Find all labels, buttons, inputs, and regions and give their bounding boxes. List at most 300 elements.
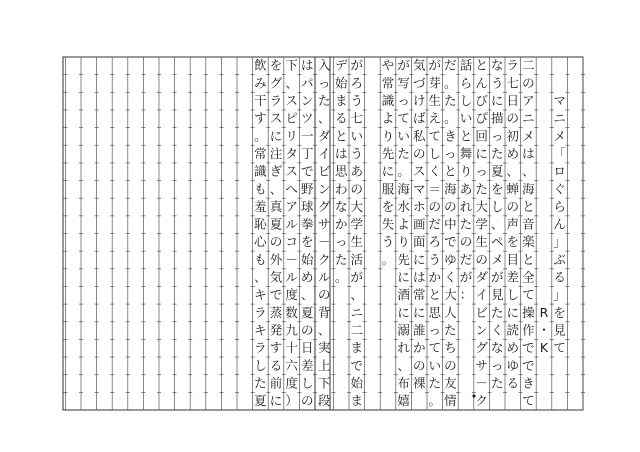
- manuscript-char: が: [350, 269, 364, 285]
- manuscript-char: っ: [490, 357, 504, 373]
- manuscript-char: ゆ: [444, 251, 457, 267]
- manuscript-char: な: [334, 198, 348, 214]
- manuscript-char: 思: [428, 304, 442, 320]
- manuscript-char: た: [459, 216, 473, 232]
- manuscript-char: っ: [334, 234, 348, 250]
- manuscript-char: 恥: [254, 216, 267, 232]
- manuscript-char: で: [444, 234, 457, 250]
- manuscript-char: だ: [428, 216, 442, 232]
- manuscript-char: 操: [522, 304, 535, 320]
- manuscript-char: ラ: [269, 93, 283, 109]
- manuscript-char: 先: [397, 251, 410, 267]
- manuscript-char: 音: [522, 216, 535, 232]
- manuscript-char: の: [506, 110, 520, 126]
- manuscript-char: び: [475, 93, 488, 109]
- body-column: [335, 58, 348, 285]
- manuscript-char: た: [317, 93, 331, 109]
- manuscript-char: 干: [254, 93, 267, 109]
- manuscript-char: 回: [475, 128, 488, 144]
- manuscript-char: ス: [412, 163, 426, 179]
- manuscript-char: の: [444, 357, 457, 373]
- manuscript-char: 楽: [522, 234, 535, 250]
- manuscript-char: 生: [350, 234, 364, 250]
- manuscript-char: ゆ: [506, 357, 520, 373]
- manuscript-char: き: [522, 375, 535, 391]
- manuscript-char: 人: [444, 304, 457, 320]
- manuscript-char: ろ: [350, 75, 364, 91]
- manuscript-char: 、: [317, 322, 331, 338]
- manuscript-char: た: [428, 375, 442, 391]
- ink-dot: [472, 394, 475, 397]
- manuscript-char: 」: [553, 287, 566, 303]
- manuscript-char: 水: [397, 198, 410, 214]
- manuscript-char: か: [412, 340, 426, 356]
- manuscript-char: ぐ: [553, 181, 566, 197]
- manuscript-char: 二: [522, 57, 535, 73]
- manuscript-char: た: [334, 251, 348, 267]
- manuscript-char: 日: [506, 93, 520, 109]
- manuscript-char: 溺: [397, 322, 410, 338]
- manuscript-char: 、: [254, 269, 267, 285]
- manuscript-char: と: [522, 251, 535, 267]
- manuscript-char: 背: [317, 304, 331, 320]
- manuscript-char: し: [300, 375, 314, 391]
- manuscript-char: 舞: [459, 145, 473, 161]
- manuscript-char: 、: [317, 110, 331, 126]
- manuscript-char: し: [428, 145, 442, 161]
- manuscript-char: え: [428, 110, 442, 126]
- manuscript-char: 全: [522, 269, 535, 285]
- manuscript-char: 下: [285, 57, 298, 73]
- manuscript-char: 。: [381, 251, 395, 267]
- manuscript-char: を: [300, 234, 314, 250]
- manuscript-char: 目: [506, 251, 520, 267]
- manuscript-char: ら: [553, 198, 566, 214]
- manuscript-char: た: [397, 145, 410, 161]
- manuscript-char: ラ: [254, 304, 267, 320]
- manuscript-char: 酒: [397, 287, 410, 303]
- manuscript-char: 。: [444, 110, 457, 126]
- manuscript-char: 私: [412, 128, 426, 144]
- manuscript-char: メ: [490, 251, 504, 267]
- manuscript-char: グ: [475, 340, 488, 356]
- manuscript-char: 常: [381, 75, 395, 91]
- manuscript-char: ス: [285, 163, 298, 179]
- manuscript-char: 夏: [300, 304, 314, 320]
- manuscript-char: 識: [381, 93, 395, 109]
- manuscript-char: ラ: [254, 340, 267, 356]
- manuscript-char: て: [428, 128, 442, 144]
- manuscript-char: の: [459, 234, 473, 250]
- manuscript-char: ン: [317, 181, 331, 197]
- manuscript-char: に: [412, 251, 426, 267]
- manuscript-char: で: [522, 357, 535, 373]
- manuscript-char: ・: [537, 322, 551, 338]
- manuscript-char: よ: [381, 110, 395, 126]
- manuscript-char: を: [381, 198, 395, 214]
- manuscript-char: ア: [285, 198, 298, 214]
- manuscript-char: の: [428, 198, 442, 214]
- manuscript-char: 海: [522, 181, 535, 197]
- manuscript-char: 夏: [490, 163, 504, 179]
- manuscript-char: ス: [269, 110, 283, 126]
- manuscript-char: 始: [300, 251, 314, 267]
- manuscript-char: の: [522, 75, 535, 91]
- manuscript-char: 写: [397, 75, 410, 91]
- manuscript-char: 学: [475, 216, 488, 232]
- manuscript-char: か: [334, 216, 348, 232]
- manuscript-char: る: [553, 269, 566, 285]
- manuscript-char: が: [428, 57, 442, 73]
- body-column: [382, 58, 395, 267]
- manuscript-char: い: [428, 357, 442, 373]
- manuscript-char: に: [506, 304, 520, 320]
- manuscript-char: キ: [254, 287, 267, 303]
- manuscript-char: の: [300, 322, 314, 338]
- manuscript-char: 裸: [412, 375, 426, 391]
- manuscript-char: サ: [475, 357, 488, 373]
- manuscript-char: 誰: [412, 322, 426, 338]
- manuscript-char: し: [254, 357, 267, 373]
- manuscript-char: 差: [300, 357, 314, 373]
- manuscript-char: 実: [317, 340, 331, 356]
- manuscript-char: し: [459, 93, 473, 109]
- manuscript-char: の: [317, 287, 331, 303]
- manuscript-char: よ: [397, 216, 410, 232]
- manuscript-char: 海: [397, 181, 410, 197]
- manuscript-char: 上: [317, 357, 331, 373]
- manuscript-char: り: [397, 234, 410, 250]
- manuscript-char: 、: [285, 75, 298, 91]
- manuscript-char: っ: [444, 145, 457, 161]
- manuscript-char: に: [269, 128, 283, 144]
- manuscript-char: ペ: [490, 234, 504, 250]
- manuscript-char: だ: [444, 57, 457, 73]
- manuscript-char: 注: [269, 145, 283, 161]
- manuscript-char: と: [428, 287, 442, 303]
- manuscript-char: 真: [269, 198, 283, 214]
- manuscript-char: マ: [412, 181, 426, 197]
- manuscript-char: 面: [412, 234, 426, 250]
- manuscript-char: や: [381, 57, 395, 73]
- manuscript-char: 段: [317, 393, 331, 409]
- manuscript-char: 話: [459, 57, 473, 73]
- manuscript-char: ピ: [285, 110, 298, 126]
- body-column: [460, 58, 473, 302]
- manuscript-char: て: [522, 287, 535, 303]
- manuscript-char: ツ: [300, 110, 314, 126]
- manuscript-char: あ: [459, 181, 473, 197]
- manuscript-char: 芽: [428, 75, 442, 91]
- manuscript-char: あ: [350, 163, 364, 179]
- manuscript-char: 。: [428, 393, 442, 409]
- manuscript-char: の: [475, 251, 488, 267]
- manuscript-char: ら: [459, 75, 473, 91]
- manuscript-char: に: [397, 304, 410, 320]
- manuscript-char: ば: [412, 110, 426, 126]
- manuscript-char: グ: [317, 198, 331, 214]
- manuscript-char: に: [412, 304, 426, 320]
- manuscript-char: が: [350, 57, 364, 73]
- manuscript-char: も: [254, 251, 267, 267]
- manuscript-char: た: [490, 375, 504, 391]
- manuscript-char: 初: [506, 128, 520, 144]
- manuscript-char: 差: [506, 269, 520, 285]
- manuscript-char: い: [350, 128, 364, 144]
- manuscript-char: た: [444, 322, 457, 338]
- manuscript-char: う: [428, 251, 442, 267]
- manuscript-char: 二: [350, 322, 364, 338]
- manuscript-char: ニ: [522, 110, 535, 126]
- manuscript-char: ビ: [475, 304, 488, 320]
- manuscript-char: と: [475, 57, 488, 73]
- manuscript-char: ビ: [317, 163, 331, 179]
- manuscript-char: と: [522, 198, 535, 214]
- manuscript-char: ン: [475, 322, 488, 338]
- manuscript-char: 日: [300, 340, 314, 356]
- manuscript-char: ろ: [428, 234, 442, 250]
- manuscript-char: め: [300, 269, 314, 285]
- manuscript-char: っ: [317, 75, 331, 91]
- manuscript-char: 気: [269, 269, 283, 285]
- manuscript-char: 学: [350, 216, 364, 232]
- manuscript-char: い: [459, 110, 473, 126]
- manuscript-char: き: [444, 128, 457, 144]
- manuscript-char: 布: [397, 375, 410, 391]
- manuscript-char: り: [381, 128, 395, 144]
- manuscript-char: 羞: [254, 198, 267, 214]
- manuscript-char: ）: [285, 393, 298, 409]
- manuscript-char: 失: [381, 216, 395, 232]
- manuscript-char: 常: [254, 145, 267, 161]
- manuscript-char: わ: [334, 181, 348, 197]
- manuscript-char: パ: [300, 75, 314, 91]
- manuscript-char: 中: [444, 216, 457, 232]
- manuscript-char: 声: [506, 216, 520, 232]
- manuscript-char: K: [539, 340, 549, 356]
- manuscript-char: ダ: [475, 269, 488, 285]
- manuscript-char: の: [350, 181, 364, 197]
- manuscript-char: に: [397, 269, 410, 285]
- manuscript-char: R: [539, 304, 549, 320]
- manuscript-char: 度: [285, 375, 298, 391]
- manuscript-char: 野: [300, 181, 314, 197]
- manuscript-char: 情: [444, 393, 457, 409]
- manuscript-char: 拳: [300, 216, 314, 232]
- manuscript-char: ん: [475, 75, 488, 91]
- manuscript-char: に: [490, 93, 504, 109]
- manuscript-char: し: [506, 287, 520, 303]
- manuscript-char: ぴ: [475, 110, 488, 126]
- manuscript-char: グ: [269, 75, 283, 91]
- manuscript-char: 生: [428, 93, 442, 109]
- manuscript-char: 、: [300, 287, 314, 303]
- manuscript-char: に: [381, 163, 395, 179]
- manuscript-char: 識: [254, 163, 267, 179]
- manuscript-char: リ: [285, 128, 298, 144]
- manuscript-char: が: [490, 269, 504, 285]
- manuscript-char: 七: [350, 110, 364, 126]
- manuscript-char: 度: [285, 287, 298, 303]
- manuscript-char: な: [490, 57, 504, 73]
- manuscript-char: 丁: [300, 145, 314, 161]
- manuscript-char: か: [428, 269, 442, 285]
- manuscript-char: で: [300, 163, 314, 179]
- manuscript-char: 外: [269, 251, 283, 267]
- manuscript-char: に: [269, 393, 283, 409]
- manuscript-char: 球: [300, 198, 314, 214]
- manuscript-char: を: [269, 57, 283, 73]
- manuscript-char: っ: [428, 322, 442, 338]
- body-column: [351, 58, 364, 408]
- body-column: [301, 58, 314, 408]
- manuscript-char: タ: [285, 145, 298, 161]
- manuscript-char: 一: [300, 128, 314, 144]
- manuscript-char: す: [269, 340, 283, 356]
- manuscript-char: と: [334, 128, 348, 144]
- manuscript-char: 見: [553, 322, 566, 338]
- manuscript-char: 思: [334, 163, 348, 179]
- manuscript-char: め: [506, 340, 520, 356]
- manuscript-char: る: [334, 110, 348, 126]
- manuscript-char: 、: [397, 357, 410, 373]
- manuscript-char: 気: [412, 57, 426, 73]
- manuscript-char: 入: [317, 57, 331, 73]
- manuscript-char: ア: [522, 93, 535, 109]
- manuscript-char: 夏: [254, 393, 267, 409]
- manuscript-char: 六: [285, 357, 298, 373]
- manuscript-char: の: [412, 145, 426, 161]
- manuscript-char: キ: [254, 322, 267, 338]
- manuscript-char: ま: [350, 393, 364, 409]
- manuscript-char: ぶ: [553, 251, 566, 267]
- manuscript-char: ＝: [428, 181, 442, 197]
- manuscript-char: 十: [285, 340, 298, 356]
- manuscript-char: ン: [300, 93, 314, 109]
- manuscript-char: ロ: [553, 163, 566, 179]
- manuscript-char: 飲: [254, 57, 267, 73]
- manuscript-char: た: [444, 93, 457, 109]
- manuscript-char: 大: [350, 198, 364, 214]
- manuscript-char: 先: [381, 145, 395, 161]
- manuscript-char: 夏: [269, 216, 283, 232]
- manuscript-char: い: [397, 128, 410, 144]
- manuscript-char: ち: [444, 340, 457, 356]
- manuscript-char: 蝉: [506, 181, 520, 197]
- manuscript-char: も: [254, 181, 267, 197]
- manuscript-char: 数: [285, 304, 298, 320]
- body-column: [285, 58, 298, 408]
- manuscript-char: う: [350, 145, 364, 161]
- manuscript-char: サ: [317, 216, 331, 232]
- manuscript-char: 大: [475, 198, 488, 214]
- manuscript-char: れ: [397, 340, 410, 356]
- manuscript-char: 。: [334, 269, 348, 285]
- manuscript-char: く: [428, 163, 442, 179]
- manuscript-char: 友: [444, 375, 457, 391]
- manuscript-char: は: [522, 145, 535, 161]
- manuscript-char: ク: [475, 393, 488, 409]
- manuscript-char: ル: [285, 269, 298, 285]
- manuscript-char: り: [459, 163, 473, 179]
- manuscript-char: 蒸: [269, 304, 283, 320]
- manuscript-char: ル: [285, 216, 298, 232]
- author-column: [538, 305, 551, 355]
- manuscript-char: る: [269, 357, 283, 373]
- manuscript-char: マ: [553, 93, 566, 109]
- manuscript-char: 見: [490, 287, 504, 303]
- manuscript-char: ダ: [317, 128, 331, 144]
- manuscript-char: ニ: [553, 110, 566, 126]
- body-column: [491, 58, 504, 391]
- manuscript-char: う: [350, 93, 364, 109]
- manuscript-char: と: [459, 128, 473, 144]
- manuscript-char: め: [506, 145, 520, 161]
- manuscript-char: 大: [444, 287, 457, 303]
- manuscript-char: く: [490, 322, 504, 338]
- manuscript-char: っ: [397, 93, 410, 109]
- manuscript-char: う: [490, 75, 504, 91]
- manuscript-char: は: [334, 145, 348, 161]
- manuscript-char: 前: [269, 375, 283, 391]
- manuscript-char: た: [490, 145, 504, 161]
- manuscript-char: け: [412, 93, 426, 109]
- manuscript-char: ま: [334, 93, 348, 109]
- manuscript-char: デ: [334, 57, 348, 73]
- body-column: [475, 58, 488, 408]
- manuscript-char: 、: [490, 216, 504, 232]
- manuscript-char: ホ: [412, 198, 426, 214]
- manuscript-char: た: [475, 181, 488, 197]
- manuscript-char: －: [317, 234, 331, 250]
- manuscript-char: へ: [285, 181, 298, 197]
- manuscript-char: れ: [459, 198, 473, 214]
- body-column: [318, 58, 331, 408]
- manuscript-char: 心: [254, 234, 267, 250]
- manuscript-char: メ: [553, 128, 566, 144]
- manuscript-char: な: [490, 340, 504, 356]
- manuscript-char: て: [428, 340, 442, 356]
- manuscript-char: て: [397, 110, 410, 126]
- manuscript-char: 始: [350, 375, 364, 391]
- manuscript-char: を: [490, 181, 504, 197]
- manuscript-char: で: [350, 357, 364, 373]
- manuscript-char: が: [459, 269, 473, 285]
- manuscript-char: 、: [522, 163, 535, 179]
- manuscript-char: ：: [459, 287, 473, 303]
- manuscript-char: ニ: [350, 304, 364, 320]
- manuscript-char: －: [285, 251, 298, 267]
- manuscript-char: 。: [444, 75, 457, 91]
- manuscript-char: 、: [269, 181, 283, 197]
- manuscript-char: は: [300, 57, 314, 73]
- manuscript-char: 生: [475, 234, 488, 250]
- manuscript-char: 海: [444, 181, 457, 197]
- manuscript-char: で: [269, 287, 283, 303]
- manuscript-char: と: [444, 163, 457, 179]
- manuscript-char: 作: [522, 322, 535, 338]
- manuscript-char: 始: [334, 75, 348, 91]
- manuscript-char: の: [506, 198, 520, 214]
- manuscript-char: ま: [350, 340, 364, 356]
- manuscript-char: を: [506, 234, 520, 250]
- manuscript-char: 七: [506, 75, 520, 91]
- manuscript-char: 服: [381, 181, 395, 197]
- body-column: [522, 58, 535, 408]
- manuscript-char: ス: [285, 93, 298, 109]
- title-column: [553, 93, 566, 355]
- manuscript-char: づ: [412, 75, 426, 91]
